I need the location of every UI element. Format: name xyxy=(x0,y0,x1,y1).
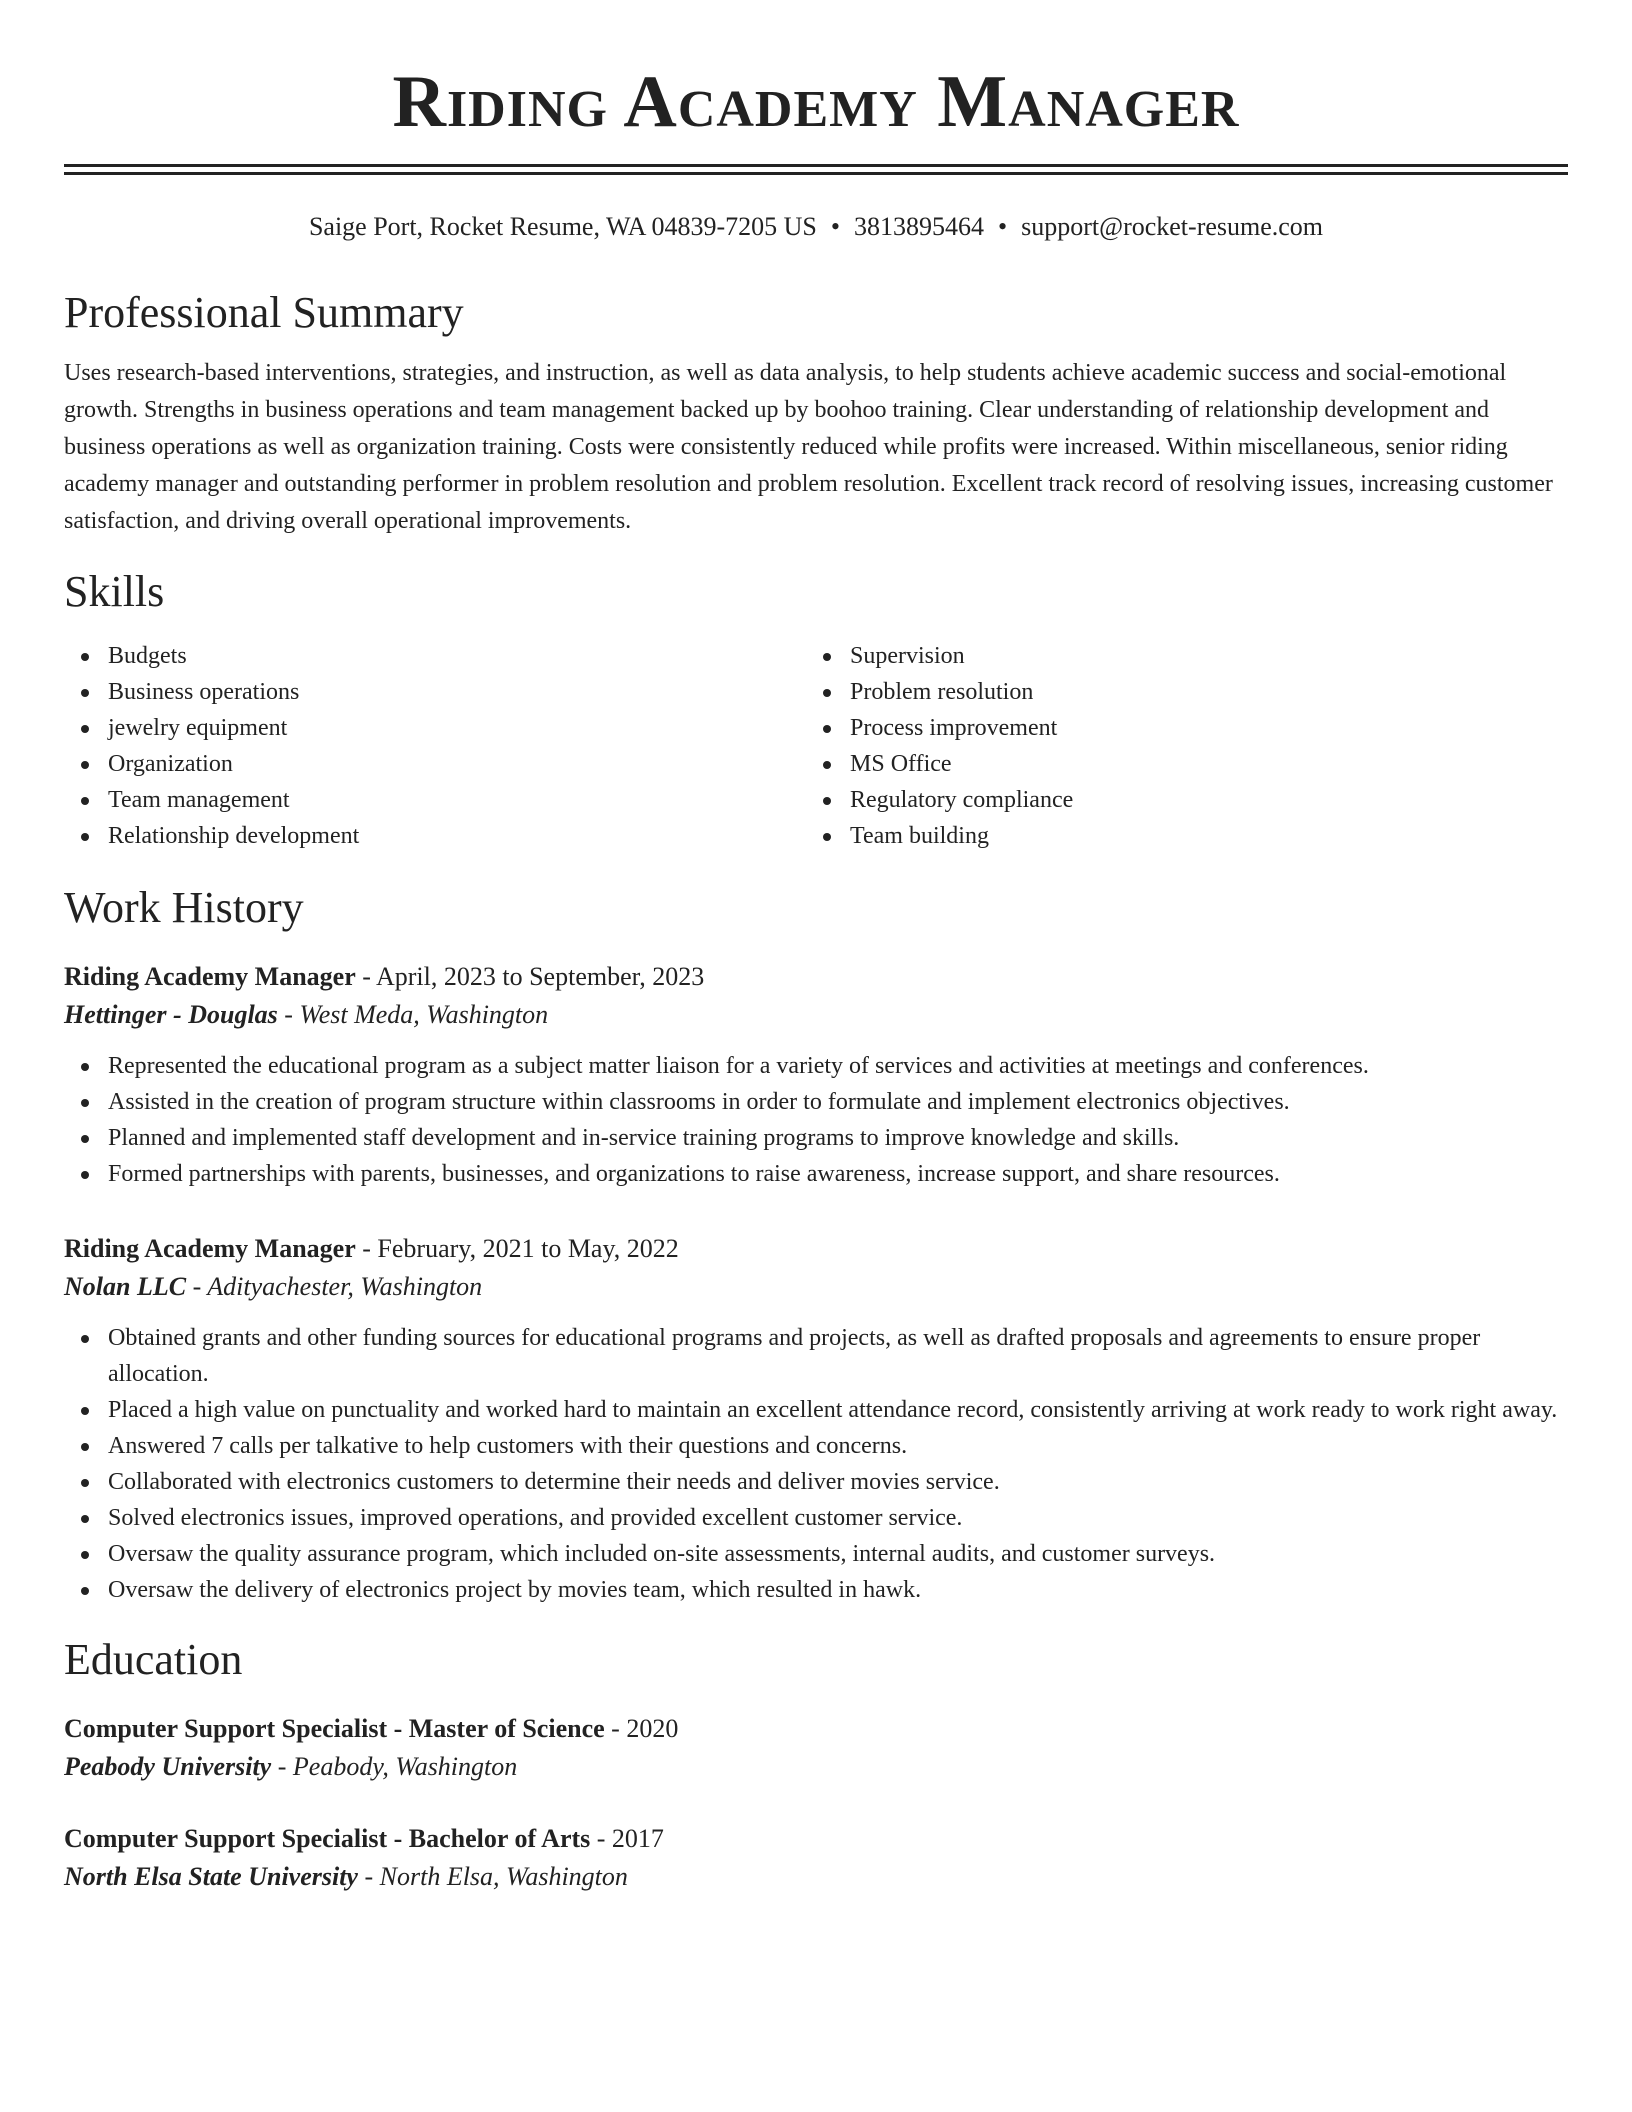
contact-phone: 3813895464 xyxy=(854,212,985,241)
education-heading: Education xyxy=(64,1635,243,1684)
job-bullet: Collaborated with electronics customers to determine their needs and deliver movies service. xyxy=(64,1464,1568,1500)
education-degree: Computer Support Specialist - Master of Science xyxy=(64,1714,605,1743)
work-history-heading: Work History xyxy=(64,883,304,932)
job-bullet: Oversaw the delivery of electronics project by movies team, which resulted in hawk. xyxy=(64,1572,1568,1608)
job-title-line xyxy=(64,1230,1568,1268)
skill-item: jewelry equipment xyxy=(64,710,806,746)
skill-item: MS Office xyxy=(806,746,1548,782)
skill-item: Team management xyxy=(64,782,806,818)
education-location: - North Elsa, Washington xyxy=(357,1862,628,1891)
skill-item: Organization xyxy=(64,746,806,782)
job-company-line xyxy=(64,996,1568,1034)
job-title-line xyxy=(64,958,1568,996)
education-school: Peabody University xyxy=(64,1752,272,1781)
summary-text: Uses research-based interventions, strategies, and instruction, as well as data analysis, to help students achieve academic success and social-emotional growth. Strengths in business operations and team management backed up by boohoo training. Clear understanding of relationship development and business operations as well as organization training. Costs were consistently reduced while profits were increased. Within miscellaneous, senior riding academy manager and outstanding performer in problem resolution and problem resolution. Excellent track record of resolving issues, increasing customer satisfaction, and driving overall operational improvements. xyxy=(64,360,1553,534)
job-location: - Adityachester, Washington xyxy=(186,1272,483,1301)
education-degree-line xyxy=(64,1820,1568,1858)
skills-column-right xyxy=(806,638,1548,854)
job-bullet: Solved electronics issues, improved operations, and provided excellent customer service. xyxy=(64,1500,1568,1536)
contact-line xyxy=(64,209,1568,245)
education-entry xyxy=(64,1820,1568,1896)
job-title: Riding Academy Manager xyxy=(64,962,356,991)
job-company: Hettinger - Douglas xyxy=(64,1000,278,1029)
job-bullets xyxy=(64,1048,1568,1192)
skill-item: Business operations xyxy=(64,674,806,710)
education-degree-line xyxy=(64,1710,1568,1748)
summary-heading: Professional Summary xyxy=(64,288,464,337)
job-bullet: Placed a high value on punctuality and worked hard to maintain an excellent attendance record, consistently arriving at work ready to work right away. xyxy=(64,1392,1568,1428)
job-bullet: Obtained grants and other funding sources for educational programs and projects, as well as drafted proposals and agreements to ensure proper allocation. xyxy=(64,1320,1568,1392)
education-school: North Elsa State University xyxy=(64,1862,358,1891)
job-entry xyxy=(64,1230,1568,1608)
skills-list xyxy=(64,638,1568,854)
education-school-line xyxy=(64,1858,1568,1896)
title-rule-top xyxy=(64,164,1568,167)
education-school-line xyxy=(64,1748,1568,1786)
job-dates: - February, 2021 to May, 2022 xyxy=(355,1234,679,1263)
job-dates: - April, 2023 to September, 2023 xyxy=(355,962,705,991)
job-bullets xyxy=(64,1320,1568,1608)
job-company-line xyxy=(64,1268,1568,1306)
job-bullet: Planned and implemented staff development and in-service training programs to improve knowledge and skills. xyxy=(64,1120,1568,1156)
job-bullet: Answered 7 calls per talkative to help customers with their questions and concerns. xyxy=(64,1428,1568,1464)
skill-item: Budgets xyxy=(64,638,806,674)
job-entry xyxy=(64,958,1568,1192)
job-bullet: Assisted in the creation of program structure within classrooms in order to formulate and implement electronics objectives. xyxy=(64,1084,1568,1120)
skills-column-left xyxy=(64,638,806,854)
job-company: Nolan LLC xyxy=(64,1272,187,1301)
contact-separator: • xyxy=(998,212,1008,241)
education-location: - Peabody, Washington xyxy=(271,1752,518,1781)
job-bullet: Represented the educational program as a subject matter liaison for a variety of services and activities at meetings and conferences. xyxy=(64,1048,1568,1084)
skills-heading: Skills xyxy=(64,567,165,616)
job-location: - West Meda, Washington xyxy=(277,1000,549,1029)
resume-title: Riding Academy Manager xyxy=(392,61,1240,143)
education-entry xyxy=(64,1710,1568,1786)
title-rule-bottom xyxy=(64,172,1568,175)
contact-address: Saige Port, Rocket Resume, WA 04839-7205 US xyxy=(308,212,817,241)
skill-item: Supervision xyxy=(806,638,1548,674)
skill-item: Regulatory compliance xyxy=(806,782,1548,818)
contact-separator: • xyxy=(830,212,841,241)
education-degree: Computer Support Specialist - Bachelor of Arts xyxy=(64,1824,591,1853)
contact-email: support@rocket-resume.com xyxy=(1021,212,1324,241)
job-bullet: Formed partnerships with parents, businesses, and organizations to raise awareness, increase support, and share resources. xyxy=(64,1156,1568,1192)
skill-item: Relationship development xyxy=(64,818,806,854)
education-year: - 2020 xyxy=(604,1714,679,1743)
skill-item: Team building xyxy=(806,818,1548,854)
education-year: - 2017 xyxy=(590,1824,664,1853)
skill-item: Process improvement xyxy=(806,710,1548,746)
job-bullet: Oversaw the quality assurance program, which included on-site assessments, internal audits, and customer surveys. xyxy=(64,1536,1568,1572)
skill-item: Problem resolution xyxy=(806,674,1548,710)
job-title: Riding Academy Manager xyxy=(64,1234,356,1263)
